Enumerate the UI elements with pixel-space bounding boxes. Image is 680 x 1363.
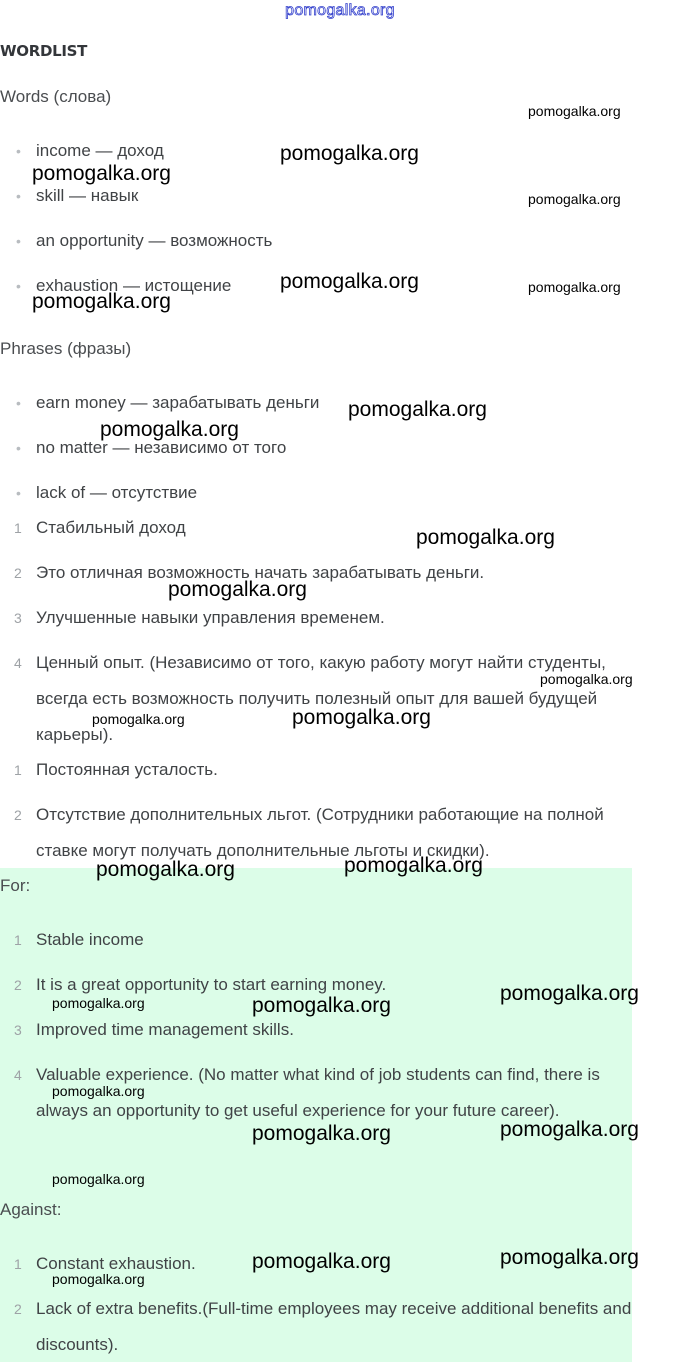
watermark: pomogalka.org — [252, 1122, 391, 1145]
numbered-item-text: Улучшенные навыки управления временем. — [36, 608, 385, 627]
item-number: 1 — [14, 932, 22, 948]
watermark: pomogalka.org — [100, 418, 239, 441]
watermark: pomogalka.org — [528, 103, 621, 119]
item-number: 2 — [14, 565, 22, 581]
watermark: pomogalka.org — [500, 982, 639, 1005]
list-item-text: an opportunity — возможность — [36, 231, 273, 250]
phrases-label: Phrases (фразы) — [0, 339, 132, 358]
watermark: pomogalka.org — [344, 854, 483, 877]
watermark: pomogalka.org — [500, 1118, 639, 1141]
watermark: pomogalka.org — [168, 578, 307, 601]
words-label: Words (слова) — [0, 87, 112, 106]
page-title: WORDLIST — [0, 42, 88, 60]
watermark: pomogalka.org — [52, 1271, 145, 1287]
list-item-text: income — доход — [36, 141, 164, 160]
bullet-icon: • — [16, 395, 21, 411]
watermark: pomogalka.org — [252, 994, 391, 1017]
watermark: pomogalka.org — [416, 526, 555, 549]
watermark: pomogalka.org — [52, 1083, 145, 1099]
list-item-text: no matter — независимо от того — [36, 438, 287, 457]
watermark: pomogalka.org — [52, 995, 145, 1011]
numbered-item-text: Constant exhaustion. — [36, 1254, 196, 1273]
numbered-item-text: Постоянная усталость. — [36, 760, 218, 779]
item-number: 2 — [14, 807, 22, 823]
watermark-top: pomogalka.org — [285, 2, 395, 19]
numbered-item-text: Ценный опыт. (Независимо от того, какую работу могут найти студенты, всегда есть возможность получить полезный опыт для вашей будущей карьеры). — [36, 653, 606, 744]
numbered-item-text: Это отличная возможность начать зарабатывать деньги. — [36, 563, 485, 582]
bullet-icon: • — [16, 233, 21, 249]
item-number: 4 — [14, 655, 22, 671]
numbered-item-text: Improved time management skills. — [36, 1020, 294, 1039]
item-number: 1 — [14, 520, 22, 536]
bullet-icon: • — [16, 143, 21, 159]
watermark: pomogalka.org — [96, 858, 235, 881]
numbered-item-text: Стабильный доход — [36, 518, 186, 537]
watermark: pomogalka.org — [92, 711, 185, 727]
watermark: pomogalka.org — [292, 706, 431, 729]
item-number: 1 — [14, 762, 22, 778]
item-number: 4 — [14, 1067, 22, 1083]
bullet-icon: • — [16, 278, 21, 294]
watermark: pomogalka.org — [540, 671, 633, 687]
watermark: pomogalka.org — [252, 1250, 391, 1273]
watermark: pomogalka.org — [52, 1171, 145, 1187]
item-number: 2 — [14, 977, 22, 993]
list-item-text: exhaustion — истощение — [36, 276, 232, 295]
numbered-item-text: It is a great opportunity to start earning money. — [36, 975, 387, 994]
list-item-text: skill — навык — [36, 186, 139, 205]
watermark: pomogalka.org — [348, 398, 487, 421]
bullet-icon: • — [16, 188, 21, 204]
for-label: For: — [0, 876, 31, 895]
watermark: pomogalka.org — [32, 290, 171, 313]
watermark: pomogalka.org — [528, 279, 621, 295]
list-item-text: lack of — отсутствие — [36, 483, 198, 502]
numbered-item-text: Valuable experience. (No matter what kind of job students can find, there is always an opportunity to get useful experience for your future career). — [36, 1065, 600, 1120]
list-item-text: earn money — зарабатывать деньги — [36, 393, 320, 412]
item-number: 3 — [14, 1022, 22, 1038]
bullet-icon: • — [16, 485, 21, 501]
numbered-item-text: Stable income — [36, 930, 144, 949]
bullet-icon: • — [16, 440, 21, 456]
watermark: pomogalka.org — [528, 191, 621, 207]
item-number: 3 — [14, 610, 22, 626]
watermark: pomogalka.org — [32, 162, 171, 185]
item-number: 2 — [14, 1301, 22, 1317]
watermark: pomogalka.org — [280, 142, 419, 165]
item-number: 1 — [14, 1256, 22, 1272]
watermark: pomogalka.org — [500, 1246, 639, 1269]
numbered-item-text: Отсутствие дополнительных льгот. (Сотрудники работающие на полной ставке могут получать дополнительные льготы и скидки). — [36, 805, 604, 860]
numbered-item-text: Lack of extra benefits.(Full-time employees may receive additional benefits and discounts). — [36, 1299, 632, 1354]
against-label: Against: — [0, 1200, 62, 1219]
watermark: pomogalka.org — [280, 270, 419, 293]
